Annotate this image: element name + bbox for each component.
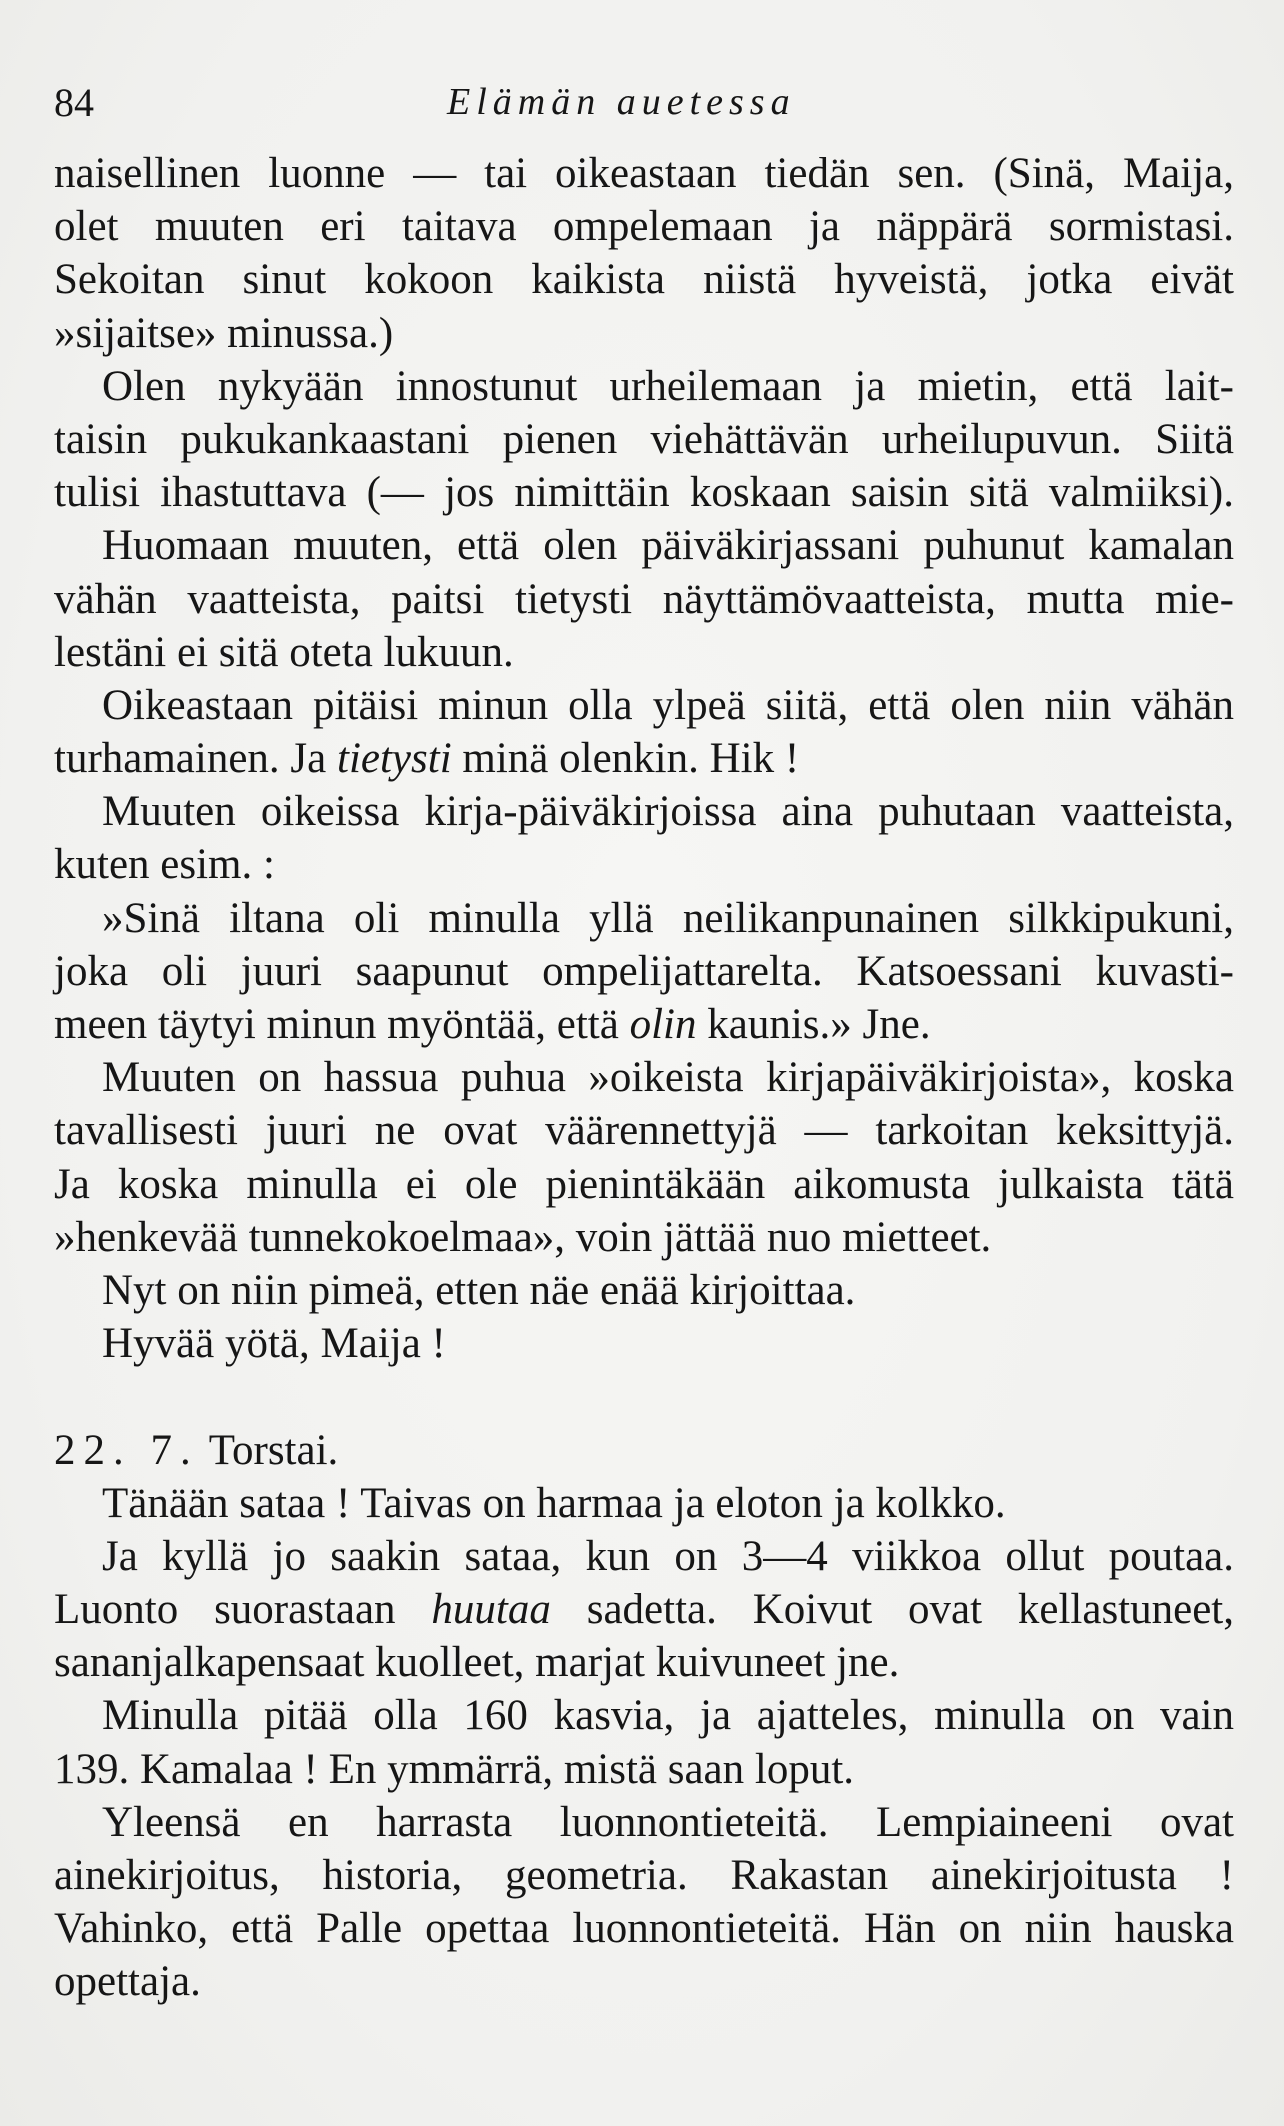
text-line: [54, 998, 1234, 1051]
text-line: lestäni ei sitä oteta lukuun.: [54, 628, 514, 676]
entry-heading: [54, 1424, 1234, 1477]
text-line: tavallisesti juuri ne ovat väärennettyjä — tarkoitan keksittyjä.: [54, 1107, 1234, 1155]
text-segment: turhamainen. Ja: [54, 735, 337, 783]
paragraph: [54, 360, 1234, 520]
text-segment: minä olenkin. Hik !: [451, 735, 800, 783]
text-line: ainekirjoitus, historia, geometria. Rakastan ainekirjoitusta !: [54, 1852, 1234, 1899]
text-line: kuten esim. :: [54, 841, 275, 889]
text-line: Vahinko, että Palle opettaa luonnontieteitä. Hän on niin hauska: [54, 1905, 1234, 1953]
italic-emphasis: huutaa: [431, 1586, 551, 1634]
entry-weekday: Torstai.: [208, 1426, 339, 1474]
text-segment: sadetta. Koivut ovat kellastuneet,: [550, 1586, 1234, 1634]
text-line: Nyt on niin pimeä, etten näe enää kirjoittaa.: [102, 1266, 856, 1314]
text-line: Huomaan muuten, että olen päiväkirjassani puhunut kamalan: [102, 522, 1234, 570]
text-line: »henkevää tunnekokoelmaa», voin jättää nuo mietteet.: [54, 1213, 992, 1261]
paragraph: [54, 1051, 1234, 1264]
paragraph: [54, 1264, 1234, 1317]
paragraph: [54, 1317, 1234, 1370]
text-segment: meen täytyi minun myöntää, että: [54, 1001, 630, 1048]
text-segment: Luonto suorastaan: [54, 1586, 432, 1634]
text-line: Oikeastaan pitäisi minun olla ylpeä siitä, että olen niin vähän: [102, 681, 1234, 729]
text-line: tulisi ihastuttava (— jos nimittäin koskaan saisin sitä valmiiksi).: [54, 469, 1234, 517]
paragraph: [54, 1689, 1234, 1795]
paragraph: [54, 679, 1234, 785]
page-number: 84: [54, 80, 94, 125]
text-line: opettaja.: [54, 1958, 201, 2006]
paragraph: [54, 892, 1234, 1052]
text-line: Hyvää yötä, Maija !: [102, 1320, 446, 1368]
text-line: taisin pukukankaastani pienen viehättävän urheilupuvun. Siitä: [54, 415, 1234, 463]
entry-separator: [54, 1370, 1234, 1423]
text-line: 139. Kamalaa ! En ymmärrä, mistä saan loput.: [54, 1745, 855, 1793]
text-line: [54, 732, 1234, 785]
paragraph: [54, 147, 1234, 360]
text-line: Tänään sataa ! Taivas on harmaa ja eloton ja kolkko.: [102, 1479, 1006, 1527]
text-line: [54, 1583, 1234, 1636]
paragraph: [54, 1477, 1234, 1530]
text-line: olet muuten eri taitava ompelemaan ja näppärä sormistasi.: [54, 203, 1234, 251]
italic-emphasis: tietysti: [337, 735, 452, 783]
italic-emphasis: olin: [629, 1001, 697, 1048]
text-line: Ja koska minulla ei ole pienintäkään aikomusta julkaista tätä: [54, 1160, 1234, 1208]
text-line: Muuten oikeissa kirja-päiväkirjoissa aina puhutaan vaatteista,: [102, 788, 1234, 836]
text-segment: kaunis.» Jne.: [696, 1001, 931, 1048]
text-line: Olen nykyään innostunut urheilemaan ja mietin, että lait-: [102, 362, 1234, 410]
text-line: Minulla pitää olla 160 kasvia, ja ajatteles, minulla on vain: [102, 1692, 1234, 1740]
text-line: sananjalkapensaat kuolleet, marjat kuivuneet jne.: [54, 1639, 900, 1687]
text-line: Sekoitan sinut kokoon kaikista niistä hyveistä, jotka eivät: [54, 256, 1234, 304]
entry-date: 22. 7.: [54, 1426, 199, 1474]
text-line: Yleensä en harrasta luonnontieteitä. Lempiaineeni ovat: [102, 1798, 1234, 1846]
text-line: vähän vaatteista, paitsi tietysti näyttämövaatteista, mutta mie-: [54, 575, 1234, 623]
running-title: Elämän auetessa: [447, 81, 796, 123]
text-line: Muuten on hassua puhua »oikeista kirjapäiväkirjoista», koska: [102, 1054, 1234, 1102]
text-line: Ja kyllä jo saakin sataa, kun on 3—4 viikkoa ollut poutaa.: [102, 1532, 1234, 1580]
text-line: joka oli juuri saapunut ompelijattarelta. Katsoessani kuvasti-: [54, 947, 1234, 995]
text-line: naisellinen luonne — tai oikeastaan tiedän sen. (Sinä, Maija,: [54, 150, 1234, 197]
paragraph: [54, 1796, 1234, 2009]
page-body: [54, 147, 1234, 2009]
paragraph: [54, 1530, 1234, 1690]
text-line: »sijaitse» minussa.): [54, 309, 394, 357]
text-line: »Sinä iltana oli minulla yllä neilikanpunainen silkkipukuni,: [102, 894, 1234, 942]
paragraph: [54, 519, 1234, 679]
paragraph: [54, 785, 1234, 891]
